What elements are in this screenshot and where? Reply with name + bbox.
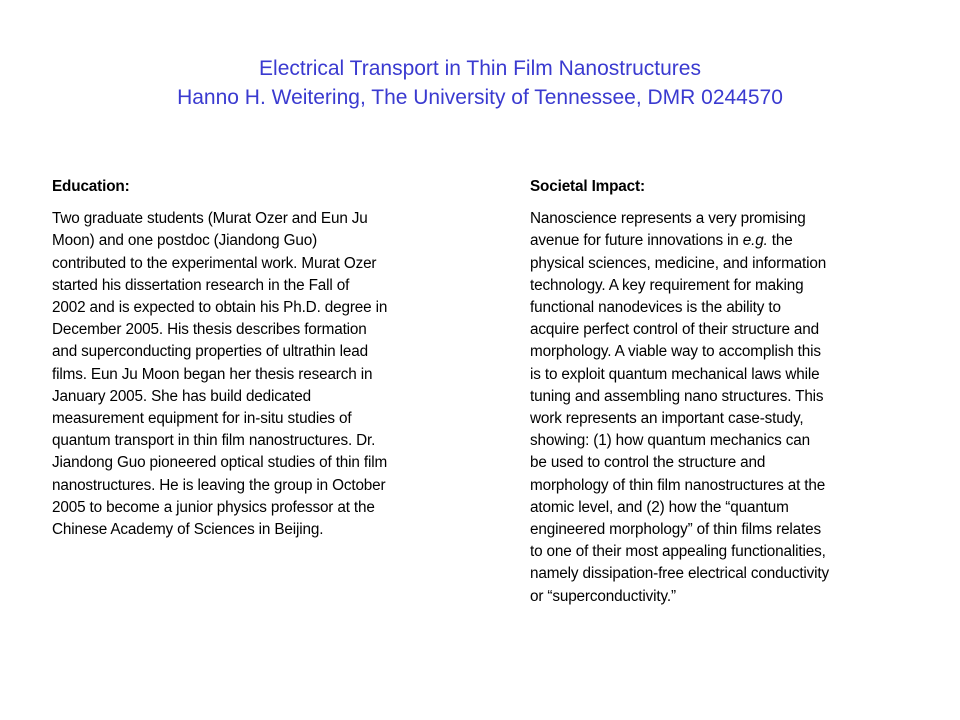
societal-impact-line: tuning and assembling nano structures. This <box>530 387 824 405</box>
eg-italic: e.g. <box>742 232 768 250</box>
societal-impact-line: be used to control the structure and <box>530 454 766 472</box>
education-heading: Education: <box>52 178 130 195</box>
societal-impact-line: physical sciences, medicine, and information <box>530 254 827 272</box>
societal-impact-line: engineered morphology” of thin films relates <box>530 521 821 539</box>
education-line: contributed to the experimental work. Murat Ozer <box>52 254 377 272</box>
title-line-2: Hanno H. Weitering, The University of Tennessee, DMR 0244570 <box>177 86 783 109</box>
education-line: nanostructures. He is leaving the group in October <box>52 476 386 494</box>
education-line: films. Eun Ju Moon began her thesis research in <box>52 365 373 383</box>
title-line-1: Electrical Transport in Thin Film Nanostructures <box>259 57 701 80</box>
societal-impact-line: is to exploit quantum mechanical laws while <box>530 365 820 383</box>
societal-impact-line: showing: (1) how quantum mechanics can <box>530 432 810 450</box>
societal-impact-line: morphology. A viable way to accomplish this <box>530 343 821 361</box>
education-section <box>52 176 492 541</box>
education-line: Two graduate students (Murat Ozer and Eun Ju <box>52 210 368 228</box>
education-line: quantum transport in thin film nanostructures. Dr. <box>52 432 376 450</box>
education-line: measurement equipment for in-situ studies of <box>52 410 352 428</box>
societal-impact-line: namely dissipation-free electrical conductivity <box>530 565 830 583</box>
societal-impact-line: or “superconductivity.” <box>530 587 676 605</box>
education-line: Jiandong Guo pioneered optical studies of thin film <box>52 454 388 472</box>
societal-impact-line: work represents an important case-study, <box>530 410 804 428</box>
societal-impact-line: atomic level, and (2) how the “quantum <box>530 498 789 516</box>
education-line: and superconducting properties of ultrathin lead <box>52 343 368 361</box>
education-line: December 2005. His thesis describes formation <box>52 321 367 339</box>
education-line: January 2005. She has build dedicated <box>52 387 311 405</box>
societal-impact-section <box>530 176 922 608</box>
slide-title <box>0 54 960 112</box>
education-line: started his dissertation research in the Fall of <box>52 276 350 294</box>
societal-impact-line: acquire perfect control of their structure and <box>530 321 819 339</box>
societal-impact-heading: Societal Impact: <box>530 178 645 195</box>
education-line: 2005 to become a junior physics professor at the <box>52 498 375 516</box>
societal-impact-line: Nanoscience represents a very promising <box>530 210 806 228</box>
societal-impact-line: technology. A key requirement for making <box>530 276 804 294</box>
societal-impact-body <box>530 208 922 608</box>
societal-impact-line: to one of their most appealing functionalities, <box>530 543 826 561</box>
education-line: 2002 and is expected to obtain his Ph.D. degree in <box>52 299 388 317</box>
societal-impact-line: avenue for future innovations in e.g. the <box>530 232 793 250</box>
education-line: Chinese Academy of Sciences in Beijing. <box>52 521 324 539</box>
education-body <box>52 208 492 541</box>
societal-impact-line: morphology of thin film nanostructures at the <box>530 476 826 494</box>
education-line: Moon) and one postdoc (Jiandong Guo) <box>52 232 318 250</box>
societal-impact-line: functional nanodevices is the ability to <box>530 299 781 317</box>
